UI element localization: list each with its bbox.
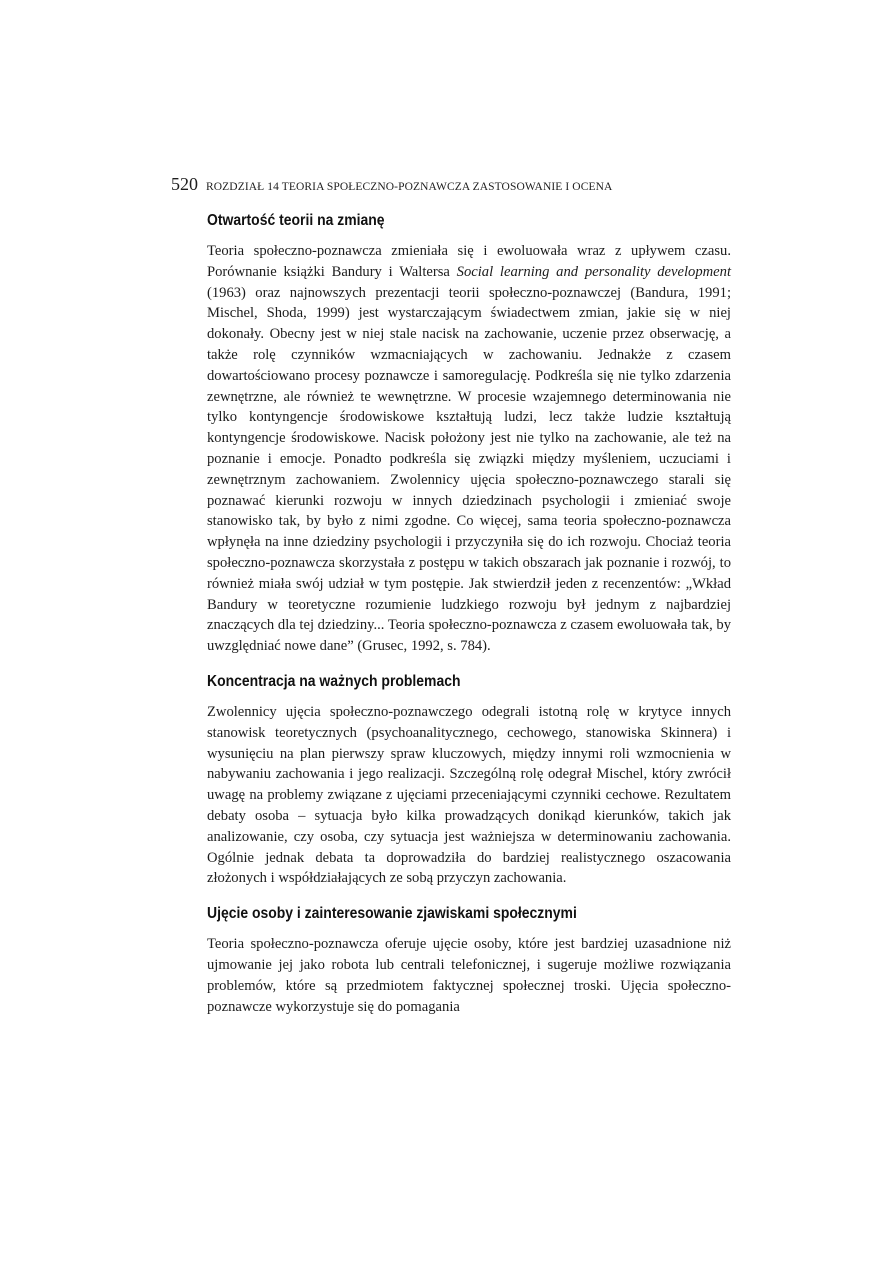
paragraph-text: Teoria społeczno-poznawcza zmieniała się i ewoluowała wraz z upływem czasu. Porównanie książki Bandury i Waltersa xyxy=(207,243,731,280)
page-body xyxy=(207,211,731,1032)
body-paragraph: Teoria społeczno-poznawcza oferuje ujęcie osoby, które jest bardziej uzasadnione niż ujmowanie jej jako robota lub centrali telefonicznej, i sugeruje możliwe rozwiązania problemów, które są przedmiotem faktycznej społecznej troski. Ujęcia społeczno-poznawcze wykorzystuje się do pomagania xyxy=(207,936,731,1015)
body-paragraph xyxy=(207,241,731,657)
running-title: ROZDZIAŁ 14 TEORIA SPOŁECZNO-POZNAWCZA ZASTOSOWANIE I OCENA xyxy=(206,181,613,193)
section-heading: Ujęcie osoby i zainteresowanie zjawiskami społecznymi xyxy=(207,905,577,923)
running-head xyxy=(171,174,731,195)
paragraph-text: (1963) oraz najnowszych prezentacji teorii społeczno-poznawczej (Bandura, 1991; Mischel, Shoda, 1999) jest wystarczającym świadectwem zmian, jakie się w niej dokonały. Obecny jest w niej stale nacisk na zachowanie, uczenie przez obserwację, a także rolę czynników wzmacniających w zachowaniu. Jednakże z czasem dowartościowano procesy poznawcze i samoregulację. Podkreśla się nie tylko zdarzenia zewnętrzne, ale również te wewnętrzne. W procesie wzajemnego determinowania nie tylko kontyngencje środowiskowe kształtują ludzi, lecz także ludzie kształtują kontyngencje środowiskowe. Nacisk położony jest nie tylko na zachowanie, ale też na poznanie i emocje. Ponadto podkreśla się związki między myśleniem, uczuciami i zewnętrznym zachowaniem. Zwolennicy ujęcia społeczno-poznawczego starali się poznawać kierunki rozwoju w innych dziedzinach psychologii i zmieniać swoje stanowisko tak, by było z nimi zgodne. Co więcej, sama teoria społeczno-poznawcza wpłynęła na inne dziedziny psychologii i przyczyniła się do ich rozwoju. Chociaż teoria społeczno-poznawcza skorzystała z postępu w takich obszarach jak poznanie i rozwój, to również miała swój udział w tym postępie. Jak stwierdził jeden z recenzentów: „Wkład Bandury w teoretyczne rozumienie ludzkiego rozwoju był jednym z najbardziej znaczących dla tej dziedziny... Teoria społeczno-poznawcza z czasem ewoluowała tak, by uwzględniać nowe dane” (Grusec, 1992, s. 784). xyxy=(207,284,731,655)
section-heading: Otwartość teorii na zmianę xyxy=(207,212,385,229)
section-important-problems xyxy=(207,672,731,889)
book-title-italic: Social learning and personality development xyxy=(456,263,732,280)
section-person-and-social xyxy=(207,904,731,1017)
section-heading: Koncentracja na ważnych problemach xyxy=(207,672,461,690)
page-number: 520 xyxy=(171,174,198,194)
body-paragraph: Zwolennicy ujęcia społeczno-poznawczego odegrali istotną rolę w krytyce innych stanowisk teoretycznych (psychoanalitycznego, cechowego, stanowiska Skinnera) i wysunięciu na plan pierwszy spraw kluczowych, między innymi roli wzmocnienia w nabywaniu zachowania i jego realizacji. Szczególną rolę odegrał Mischel, który zwrócił uwagę na problemy związane z ujęciami przeceniającymi czynniki cechowe. Rezultatem debaty osoba – sytuacja było kilka prowadzących donikąd kierunków, takich jak analizowanie, czy osoba, czy sytuacja jest ważniejsza w determinowaniu zachowania. Ogólnie jednak debata ta doprowadziła do bardziej realistycznego oszacowania złożonych i współdziałających ze sobą przyczyn zachowania. xyxy=(207,703,731,887)
section-openness xyxy=(207,211,731,657)
